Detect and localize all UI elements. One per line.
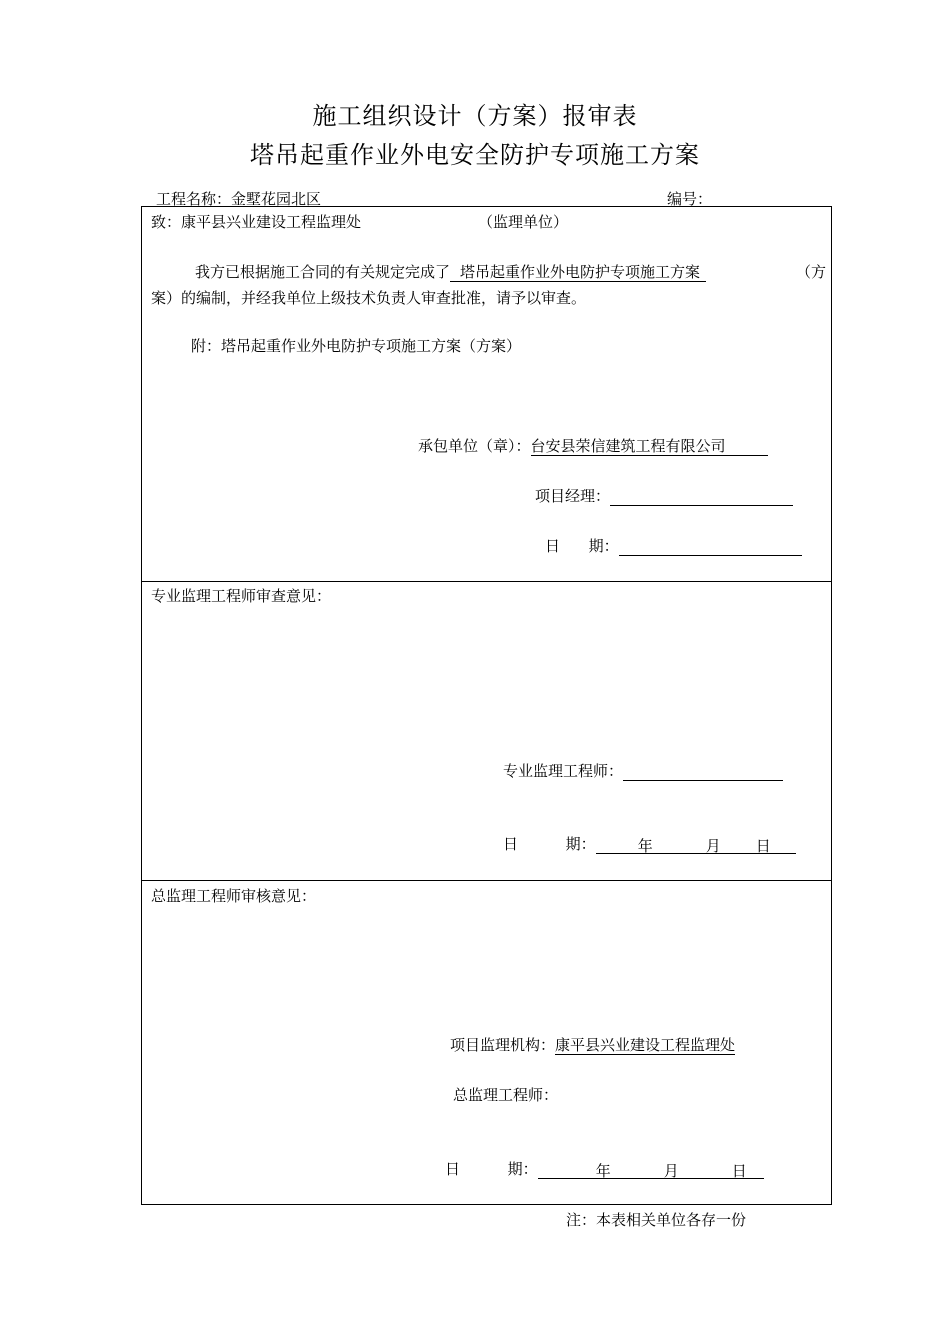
statement-line1	[195, 261, 706, 282]
chief-review-heading: 总监理工程师审核意见：	[151, 887, 317, 905]
supervisor-date-year: 年	[637, 837, 653, 855]
chief-date-label: 日 期：	[445, 1160, 538, 1178]
chief-date-year: 年	[595, 1162, 611, 1180]
addressee-org: 康平县兴业建设工程监理处	[181, 213, 362, 231]
contractor-label: 承包单位（章）：	[418, 437, 531, 455]
project-name-value: 金墅花园北区	[231, 190, 322, 208]
footer-note: 注：本表相关单位各存一份	[566, 1211, 747, 1229]
supervisor-engineer-signature-line	[623, 764, 783, 781]
statement-plan-name: 塔吊起重作业外电防护专项施工方案	[450, 263, 706, 282]
submission-date-row	[545, 535, 802, 556]
submission-date-label: 日 期：	[545, 537, 619, 555]
supervisor-date-day: 日	[755, 837, 771, 855]
contractor-row	[418, 435, 768, 456]
attachment-note: 附：塔吊起重作业外电防护专项施工方案（方案）	[191, 337, 522, 355]
statement-line1-suffix: （方	[796, 263, 827, 281]
supervisor-date-row	[503, 833, 796, 854]
supervisor-date-line	[596, 835, 796, 854]
chief-date-line	[538, 1160, 764, 1179]
statement-prefix: 我方已根据施工合同的有关规定完成了	[195, 263, 451, 281]
supervisor-date-month: 月	[705, 837, 721, 855]
submission-date-line	[619, 539, 802, 556]
contractor-name: 台安县荣信建筑工程有限公司	[531, 437, 768, 456]
supervisor-review-heading: 专业监理工程师审查意见：	[151, 587, 332, 605]
chief-engineer-label: 总监理工程师：	[453, 1086, 559, 1104]
supervision-org-row	[450, 1034, 735, 1055]
project-manager-signature-line	[610, 489, 793, 506]
project-name-label: 工程名称：	[156, 190, 232, 208]
supervisor-engineer-label: 专业监理工程师：	[503, 762, 624, 780]
project-manager-label: 项目经理：	[535, 487, 611, 505]
form-subtitle: 塔吊起重作业外电安全防护专项施工方案	[250, 141, 700, 169]
supervision-org-name: 康平县兴业建设工程监理处	[555, 1036, 736, 1054]
addressee-label: 致：	[151, 213, 182, 231]
supervision-org-label: 项目监理机构：	[450, 1036, 556, 1054]
project-manager-row	[535, 485, 793, 506]
supervisor-engineer-row	[503, 760, 783, 781]
addressee-role: （监理单位）	[478, 213, 569, 231]
chief-date-day: 日	[731, 1162, 747, 1180]
chief-date-month: 月	[663, 1162, 679, 1180]
supervisor-date-label: 日 期：	[503, 835, 596, 853]
number-label: 编号：	[667, 190, 713, 208]
addressee-row	[151, 211, 361, 232]
chief-date-row	[445, 1158, 764, 1179]
statement-line2: 案）的编制，并经我单位上级技术负责人审查批准，请予以审查。	[151, 289, 587, 307]
form-title: 施工组织设计（方案）报审表	[312, 102, 638, 130]
